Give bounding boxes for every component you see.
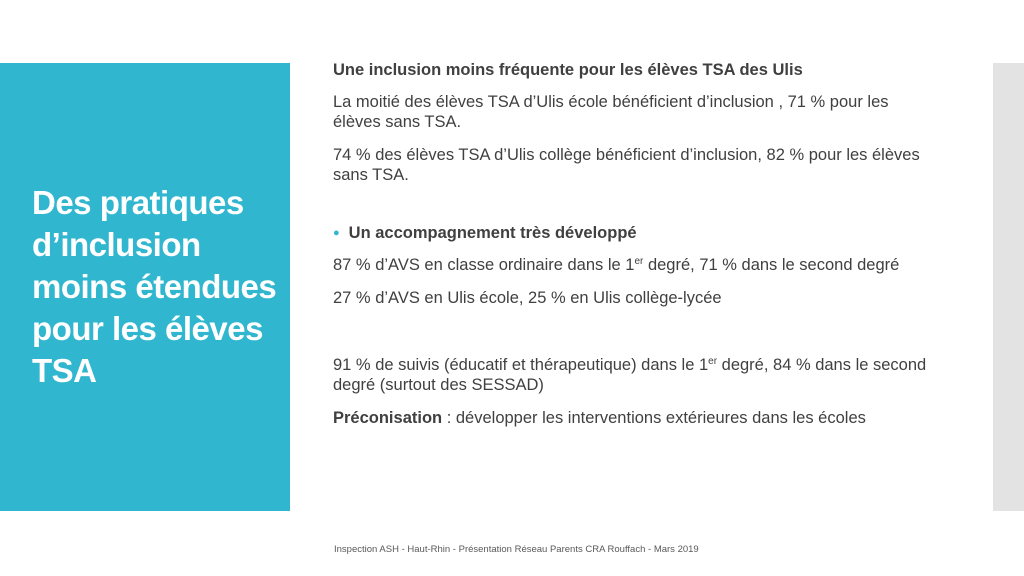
paragraph-preconisation	[333, 408, 933, 428]
superscript-er-2: er	[708, 356, 718, 367]
suivis-text-end: degré, 84 % dans le second degré (surtout des SESSAD)	[333, 356, 927, 394]
suivis-text-start: 91 % de suivis (éducatif et thérapeutique) dans le 1	[333, 356, 709, 374]
right-side-bar	[993, 63, 1024, 511]
avs-text-start: 87 % d’AVS en classe ordinaire dans le 1	[333, 256, 635, 274]
avs-text-end: degré, 71 % dans le second degré	[643, 256, 900, 274]
bullet-dot-icon: ●	[333, 227, 340, 239]
bullet-item-accompagnement	[333, 223, 933, 243]
superscript-er: er	[634, 256, 644, 267]
slide-footer: Inspection ASH - Haut-Rhin - Présentation Réseau Parents CRA Rouffach - Mars 2019	[334, 544, 699, 555]
preconisation-text: : développer les interventions extérieures dans les écoles	[442, 409, 866, 427]
paragraph-avs-classe	[333, 255, 933, 275]
paragraph-avs-ulis: 27 % d’AVS en Ulis école, 25 % en Ulis collège-lycée	[333, 289, 722, 307]
bullet-heading: Un accompagnement très développé	[348, 224, 637, 242]
section-heading-inclusion: Une inclusion moins fréquente pour les élèves TSA des Ulis	[333, 61, 803, 79]
paragraph-ulis-ecole: La moitié des élèves TSA d’Ulis école bénéficient d’inclusion , 71 % pour les élèves sans TSA.	[333, 93, 889, 131]
paragraph-ulis-college: 74 % des élèves TSA d’Ulis collège bénéficient d’inclusion, 82 % pour les élèves sans TSA.	[333, 146, 920, 184]
slide-title: Des pratiques d’inclusion moins étendues pour les élèves TSA	[32, 184, 277, 389]
preconisation-label: Préconisation	[333, 409, 443, 427]
paragraph-suivis	[333, 355, 933, 395]
slide-content	[333, 54, 933, 428]
